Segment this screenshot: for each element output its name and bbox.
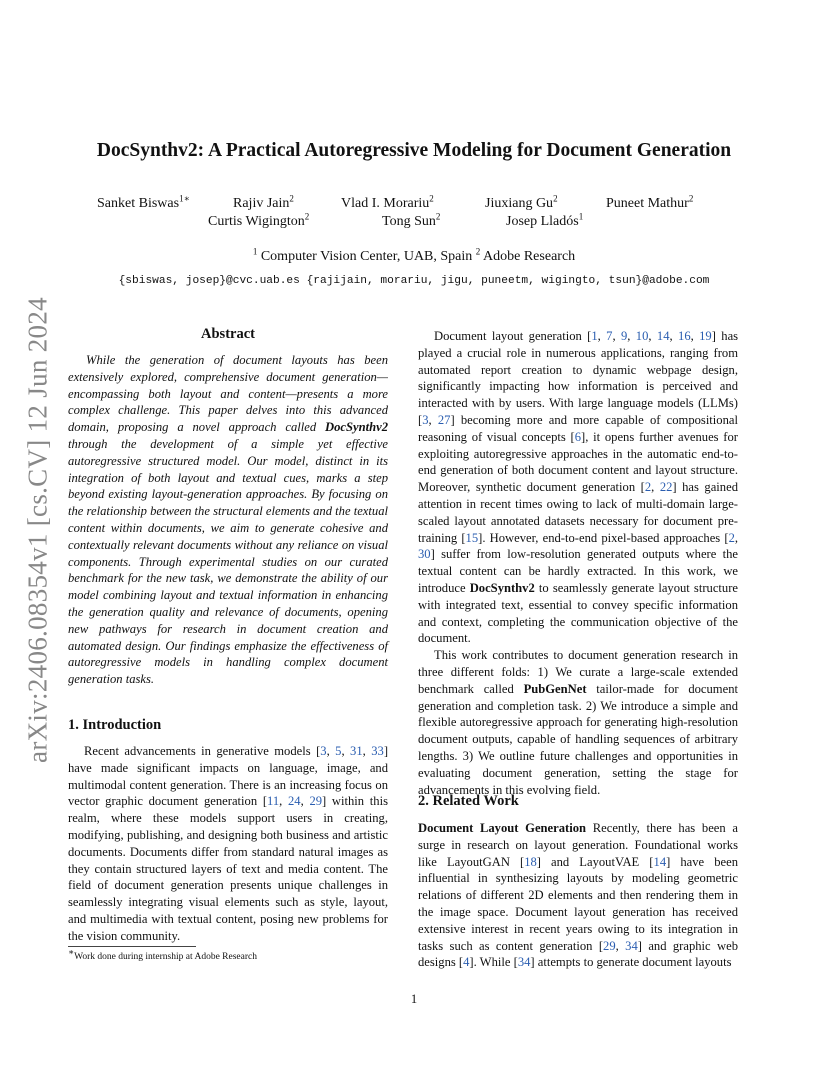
- citation-link[interactable]: 22: [659, 480, 673, 495]
- citation-link[interactable]: 14: [656, 329, 670, 343]
- introduction-body: Recent advancements in generative models [3, 5, 31, 33] have made significant impacts on language, image, and multimodal content generation. There is an increasing focus on vector graphic document generation [11, 24, 29] within this realm, where these models support users in creating, modifying, publishing, and designing both business and artistic documents. Documents differ from standard natural images as they contain structured layers of text and media content. The field of document generation presents unique challenges in seamlessly integrating visual elements such as style, layout, and multimedia with textual content, posing new problems for the vision community.: [68, 744, 389, 943]
- related-work-body: Document Layout Generation Recently, there has been a surge in research on layout generation. Foundational works like LayoutGAN [18] and LayoutVAE [14] have been influential in synthesizing layouts by modeling geometric relations of different 2D elements and then rendering them in the image space. Document layout generation has received extensive interest in recent years owing to its integration in tasks such as content generation [29, 34] and graphic web designs [4]. While [34] attempts to generate document layouts: [418, 821, 739, 970]
- citation-link[interactable]: 27: [437, 412, 451, 427]
- citation-link[interactable]: 11: [267, 794, 280, 809]
- citation-link[interactable]: 3: [320, 744, 327, 758]
- citation-link[interactable]: 16: [678, 329, 691, 343]
- author: Tong Sun$^2$: [382, 211, 441, 229]
- citation-link[interactable]: 31: [350, 744, 363, 758]
- author: Puneet Mathur$^2$: [606, 193, 694, 211]
- citation-link[interactable]: 19: [699, 329, 712, 343]
- affiliations: $^1$ Computer Vision Center, UAB, Spain $^2$ Adobe Research: [252, 246, 576, 264]
- citation-link[interactable]: 3: [422, 412, 429, 427]
- page-number: 1: [410, 992, 418, 1006]
- citation-link[interactable]: 2: [644, 480, 652, 495]
- citation-link[interactable]: 2: [728, 530, 735, 545]
- section-heading-related-work: 2. Related Work: [418, 793, 519, 809]
- author: Josep Lladós$^1$: [506, 211, 584, 229]
- section-heading-introduction: 1. Introduction: [68, 717, 162, 733]
- citation-link[interactable]: 34: [625, 938, 638, 953]
- citation-link[interactable]: 10: [635, 329, 649, 343]
- paper-title: DocSynthv2: A Practical Autoregressive Modeling for Document Generation: [96, 140, 732, 161]
- citation-link[interactable]: 5: [335, 744, 342, 758]
- author: Sanket Biswas$^{1∗}$: [97, 193, 190, 211]
- arxiv-id: arXiv:2406.08354v1 [cs.CV] 12 Jun 2024: [22, 297, 53, 763]
- author: Rajiv Jain$^2$: [233, 193, 294, 211]
- footnote-rule: [68, 946, 196, 947]
- citation-link[interactable]: 7: [606, 329, 613, 343]
- citation-link[interactable]: 34: [517, 955, 531, 970]
- author-emails: {sbiswas, josep}@cvc.uab.es {rajijain, morariu, jigu, puneetm, wigingto, tsun}@adobe.com: [118, 275, 710, 287]
- author: Jiuxiang Gu$^2$: [485, 193, 558, 211]
- citation-link[interactable]: 1: [591, 329, 598, 343]
- citation-link[interactable]: 29: [603, 938, 616, 953]
- citation-link[interactable]: 4: [463, 955, 470, 970]
- arxiv-stamp: [18, 290, 58, 770]
- citation-link[interactable]: 30: [418, 547, 431, 562]
- citation-link[interactable]: 18: [524, 854, 537, 869]
- citation-link[interactable]: 9: [620, 329, 628, 343]
- contributions-paragraph: This work contributes to document generation research in three different folds: 1) We curate a large-scale extended benchmark called PubGenNet tailor-made for document generation and completion task. 2) We introduce a simple and flexible autoregressive approach for generating high-resolution document outputs, capable of handling sequences of arbitrary lengths. 3) We outline future challenges and opportunities in evaluating document generation, setting the stage for advancements in this evolving field.: [418, 648, 738, 797]
- abstract-heading: Abstract: [201, 326, 255, 342]
- footnote: ∗Work done during internship at Adobe Research: [68, 947, 257, 963]
- citation-link[interactable]: 14: [653, 854, 667, 869]
- citation-link[interactable]: 29: [309, 794, 323, 809]
- citation-link[interactable]: 15: [465, 530, 479, 545]
- abstract-body: While the generation of document layouts has been extensively explored, comprehensive document generation—encompassing both layout and content—presents a more complex challenge. This paper delves into this advanced domain, proposing a novel approach called DocSynthv2 through the development of a simple yet effective autoregressive structured model. Our model, distinct in its integration of both layout and textual cues, marks a step beyond existing layout-generation approaches. By focusing on the relationship between the structural elements and the textual content within documents, we aim to generate cohesive and contextually relevant documents without any reliance on visual components. Through experimental studies on our curated benchmark for the new task, we demonstrate the ability of our model combining layout and textual information in enhancing the generation quality and relevance of documents, opening new pathways for research in document creation and automated design. Our findings emphasize the effectiveness of autoregressive models in handling complex document generation tasks.: [68, 353, 388, 687]
- right-column-intro: Document layout generation [1, 7, 9, 10, 14, 16, 19] has played a crucial role in numerous applications, ranging from automated report creation to dynamic webpage design, significantly impacting how information is perceived and interacted with by users. With large language models (LLMs) [3, 27] becoming more and more capable of compositional reasoning of visual concepts [6], it opens further avenues for exploiting autoregressive approaches in the automatic end-to-end generation of both document content and layout structure. Moreover, synthetic document generation [2, 22] has gained attention in recent times owing to lack of multi-domain large-scaled layout annotated datasets necessary for document pre-training [15]. However, end-to-end pixel-based approaches [2, 30] suffer from low-resolution generated outputs where the textual content can be hardly extracted. In this work, we introduce DocSynthv2 to seamlessly generate layout structure with integrated text, essential to convey specific information and context, completing the communication objective of the document. This work contributes to document generation research in three different folds: 1) We curate a large-scale extended benchmark called PubGenNet tailor-made for document generation and completion task. 2) We introduce a simple and flexible autoregressive approach for generating high-resolution document outputs, capable of handling sequences of arbitrary lengths. 3) We outline future challenges and opportunities in evaluating document generation, setting the stage for advancements in this evolving field.: [418, 329, 739, 797]
- author: Curtis Wigington$^2$: [208, 211, 310, 229]
- author: Vlad I. Morariu$^2$: [341, 193, 434, 211]
- citation-link[interactable]: 6: [574, 429, 582, 444]
- citation-link[interactable]: 24: [288, 794, 301, 809]
- citation-link[interactable]: 33: [371, 744, 384, 758]
